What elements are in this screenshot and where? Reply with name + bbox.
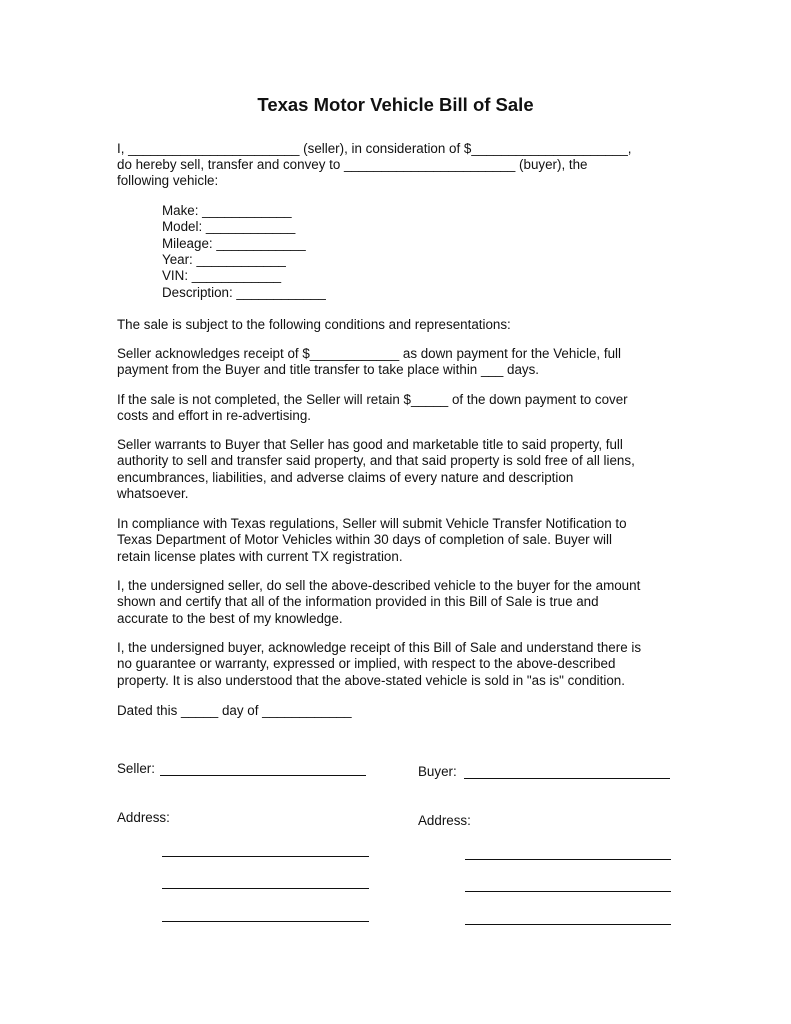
paragraph-line: If the sale is not completed, the Seller will retain $_____ of the down payment to cover <box>117 392 628 407</box>
intro-line-1: I, _______________________ (seller), in consideration of $_____________________, <box>117 141 632 156</box>
paragraph-retention <box>117 392 687 425</box>
seller-address-line-2 <box>162 888 369 889</box>
paragraph-line: no guarantee or warranty, expressed or implied, with respect to the above-described <box>117 656 616 672</box>
buyer-address-line-3 <box>465 924 671 925</box>
seller-address-label: Address: <box>117 810 170 825</box>
paragraph-line: I, the undersigned seller, do sell the above-described vehicle to the buyer for the amount <box>117 578 641 593</box>
paragraph-line: payment from the Buyer and title transfer to take place within ___ days. <box>117 362 540 378</box>
buyer-label: Buyer: <box>418 764 457 779</box>
buyer-address-line-1 <box>465 859 671 860</box>
seller-label: Seller: <box>117 761 155 776</box>
vehicle-mileage-field: Mileage: ____________ <box>162 236 306 251</box>
seller-signature-line <box>160 775 366 776</box>
seller-address-line-1 <box>162 856 369 857</box>
paragraph-line: whatsoever. <box>117 486 189 502</box>
buyer-signature-line <box>464 778 670 779</box>
paragraph-line: retain license plates with current TX registration. <box>117 548 403 564</box>
paragraph-line: Texas Department of Motor Vehicles within 30 days of completion of sale. Buyer will <box>117 532 612 548</box>
document-title: Texas Motor Vehicle Bill of Sale <box>257 94 534 115</box>
buyer-address-line-2 <box>465 891 671 892</box>
intro-line-3: following vehicle: <box>117 173 219 188</box>
paragraph-line: In compliance with Texas regulations, Seller will submit Vehicle Transfer Notification to <box>117 516 627 531</box>
paragraph-compliance <box>117 516 687 565</box>
paragraph-line: I, the undersigned buyer, acknowledge receipt of this Bill of Sale and understand there is <box>117 640 642 655</box>
paragraph-warranty-title <box>117 437 687 503</box>
paragraph-seller-certification <box>117 578 687 627</box>
paragraph-line: Seller warrants to Buyer that Seller has good and marketable title to said property, full <box>117 437 623 452</box>
paragraph-line: authority to sell and transfer said property, and that said property is sold free of all liens, <box>117 453 635 469</box>
vehicle-description-field: Description: ____________ <box>162 285 326 300</box>
paragraph-line: encumbrances, liabilities, and adverse claims of every nature and description <box>117 469 574 485</box>
paragraph-down-payment <box>117 346 687 379</box>
vehicle-model-field: Model: ____________ <box>162 219 296 234</box>
paragraph-line: accurate to the best of my knowledge. <box>117 610 343 626</box>
seller-address-line-3 <box>162 921 369 922</box>
vehicle-vin-field: VIN: ____________ <box>162 268 282 283</box>
buyer-address-label: Address: <box>418 813 471 828</box>
vehicle-make-field: Make: ____________ <box>162 203 292 218</box>
paragraph-line: shown and certify that all of the information provided in this Bill of Sale is true and <box>117 594 599 610</box>
paragraph-line: costs and effort in re-advertising. <box>117 408 312 424</box>
paragraph-line: property. It is also understood that the above-stated vehicle is sold in "as is" condition. <box>117 672 625 688</box>
intro-line-2: do hereby sell, transfer and convey to _______________________ (buyer), the <box>117 157 588 172</box>
paragraph-line: Seller acknowledges receipt of $____________ as down payment for the Vehicle, full <box>117 346 621 361</box>
paragraph-buyer-acknowledgement <box>117 640 687 689</box>
conditions-intro: The sale is subject to the following conditions and representations: <box>117 317 511 332</box>
dated-line: Dated this _____ day of ____________ <box>117 703 352 718</box>
vehicle-year-field: Year: ____________ <box>162 252 286 267</box>
